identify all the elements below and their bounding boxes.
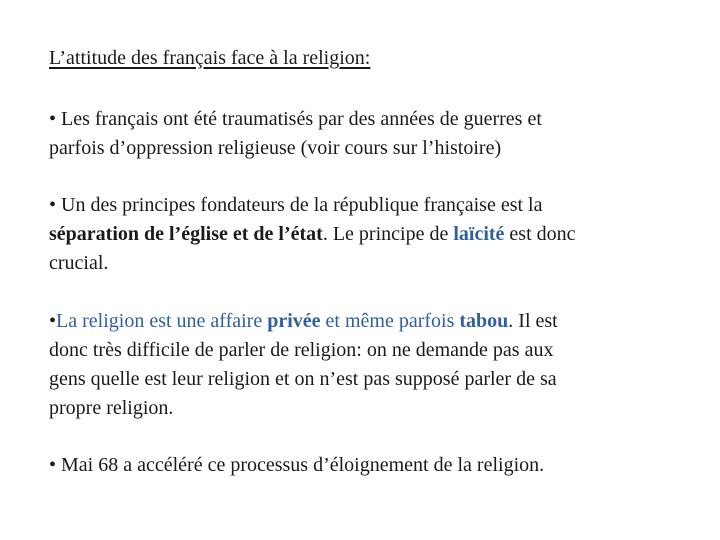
slide-content xyxy=(49,44,689,480)
bullet-private-line-1 xyxy=(49,307,689,336)
bullet-separation-line-1: • Un des principes fondateurs de la république française est la xyxy=(49,194,543,216)
bullet-mai68-line-1: • Mai 68 a accéléré ce processus d’éloignement de la religion. xyxy=(49,454,545,476)
bullet-trauma-line-1: • Les français ont été traumatisés par des années de guerres et xyxy=(49,108,542,130)
separation-end-text: est donc xyxy=(504,223,576,245)
bullet-separation xyxy=(49,191,689,278)
bullet-private xyxy=(49,307,689,423)
bullet-separation-line-2 xyxy=(49,220,689,249)
privee-keyword: privée xyxy=(267,310,321,332)
laicite-keyword: laïcité xyxy=(453,223,505,245)
private-mid-text: et même parfois xyxy=(320,310,460,332)
bullet-private-line-2: donc très difficile de parler de religion: on ne demande pas aux xyxy=(49,339,554,361)
bullet-mai68 xyxy=(49,451,689,480)
separation-mid-text: . Le principe de xyxy=(322,223,454,245)
bullet-marker: • xyxy=(49,310,57,332)
bullet-trauma-line-2: parfois d’oppression religieuse (voir cours sur l’histoire) xyxy=(49,137,502,159)
bullet-separation-line-3: crucial. xyxy=(49,252,109,274)
bullet-private-line-4: propre religion. xyxy=(49,397,174,419)
tabou-keyword: tabou xyxy=(459,310,509,332)
separation-phrase: séparation de l’église et de l’état xyxy=(49,223,323,245)
private-intro-text: La religion est une affaire xyxy=(56,310,268,332)
slide-title: L’attitude des français face à la religion: xyxy=(49,47,371,69)
bullet-private-line-3: gens quelle est leur religion et on n’est pas supposé parler de sa xyxy=(49,368,557,390)
private-end-text: . Il est xyxy=(508,310,558,332)
bullet-trauma xyxy=(49,105,689,163)
